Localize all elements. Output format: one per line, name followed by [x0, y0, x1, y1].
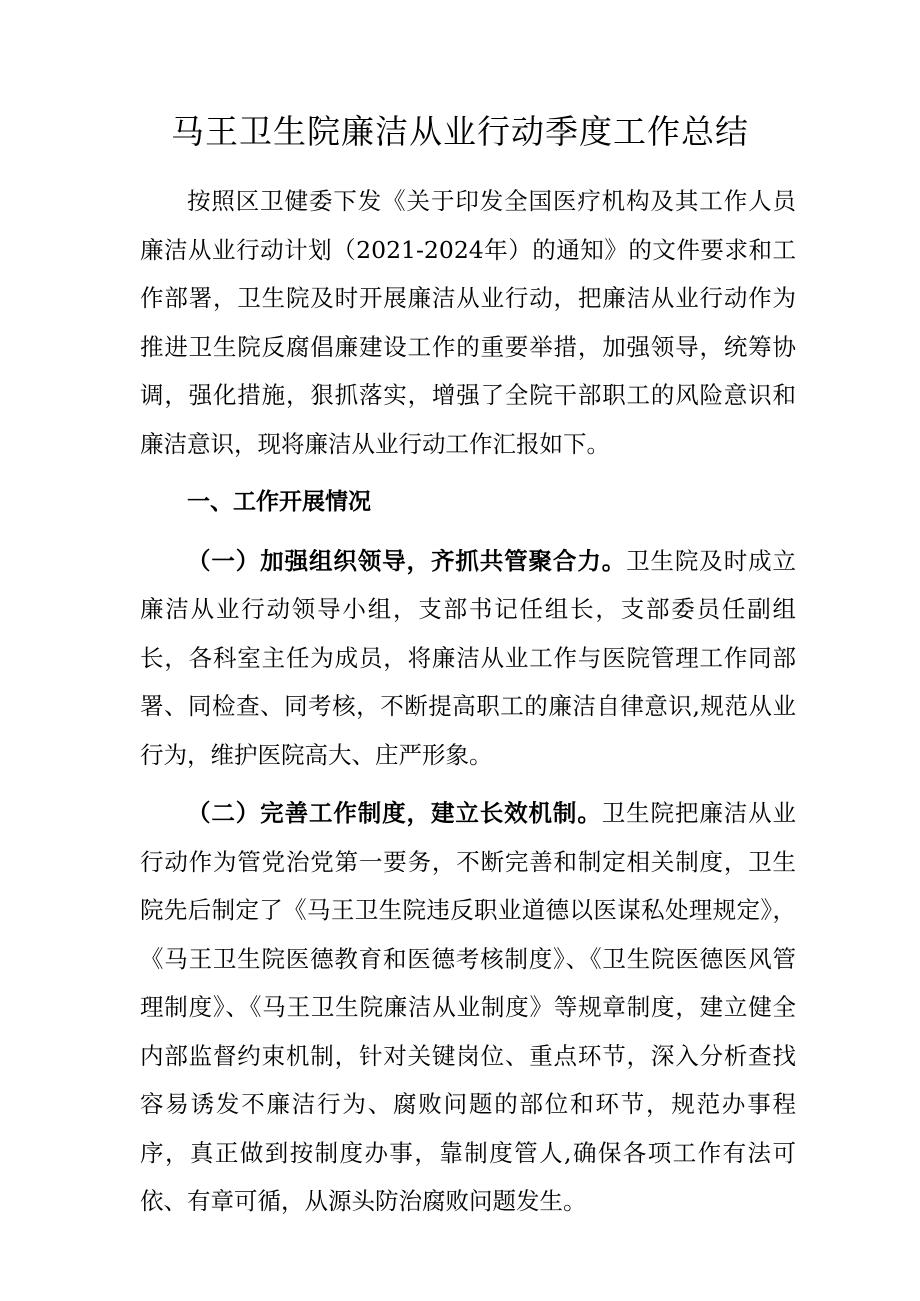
- item-1-lead: （一）加强组织领导，齐抓共管聚合力。: [187, 546, 627, 575]
- item-2-paragraph: [140, 789, 796, 1226]
- item-1-text: 卫生院及时成立廉洁从业行动领导小组，支部书记任组长，支部委员任副组长，各科室主任为成员，将廉洁从业工作与医院管理工作同部署、同检查、同考核，不断提高职工的廉洁自律意识,规范从业行为，维护医院高大、庄严形象。: [140, 546, 796, 769]
- intro-paragraph: 按照区卫健委下发《关于印发全国医疗机构及其工作人员廉洁从业行动计划（2021-2024年）的通知》的文件要求和工作部署，卫生院及时开展廉洁从业行动，把廉洁从业行动作为推进卫生院反腐倡廉建设工作的重要举措，加强领导，统筹协调，强化措施，狠抓落实，增强了全院干部职工的风险意识和廉洁意识，现将廉洁从业行动工作汇报如下。: [140, 187, 796, 458]
- item-2-text: 卫生院把廉洁从业行动作为管党治党第一要务，不断完善和制定相关制度，卫生院先后制定了《马王卫生院违反职业道德以医谋私处理规定》，《马王卫生院医德教育和医德考核制度》、《卫生院医德医风管理制度》、《马王卫生院廉洁从业制度》等规章制度，建立健全内部监督约束机制，针对关键岗位、重点环节，深入分析查找容易诱发不廉洁行为、腐败问题的部位和环节，规范办事程序，真正做到按制度办事，靠制度管人,确保各项工作有法可依、有章可循，从源头防治腐败问题发生。: [140, 799, 797, 1215]
- item-2-lead: （二）完善工作制度，建立长效机制。: [187, 799, 602, 827]
- item-1-paragraph: [140, 537, 796, 780]
- document-body: [140, 177, 796, 1226]
- document-title: 马王卫生院廉洁从业行动季度工作总结: [171, 112, 749, 151]
- section-heading: 一、工作开展情况: [187, 489, 371, 515]
